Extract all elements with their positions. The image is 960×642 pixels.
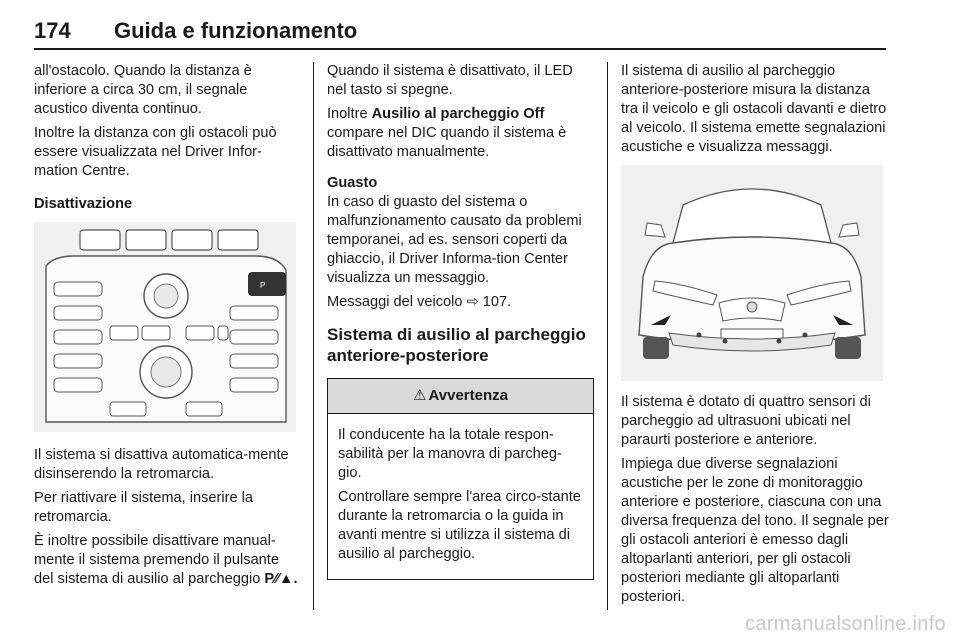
paragraph-four-sensors: Il sistema è dotato di quattro sensori di parcheggio ad ultrasuoni ubicati nel paraurti posteriore e anteriore. [621, 394, 871, 448]
column-divider-1 [313, 62, 314, 610]
car-front-illustration [621, 165, 883, 381]
heading-disattivazione: Disattivazione [34, 196, 133, 212]
column-divider-2 [607, 62, 608, 610]
parking-assist-symbol: P⁄⁄▲. [264, 571, 298, 587]
warning-box [327, 378, 594, 580]
warning-body [328, 414, 593, 579]
chapter-title: Guida e funzionamento [114, 18, 358, 43]
paragraph-system-description: Il sistema di ausilio al parcheggio anteriore-posteriore misura la distanza tra il veicolo e gli ostacoli davanti e dietro al veicolo. Il sistema emette segnalazioni acustiche e visualizza messaggi. [621, 63, 887, 155]
paragraph-vehicle-messages: Messaggi del veicolo ⇨ 107. [327, 294, 512, 310]
console-panel-figure [34, 222, 296, 432]
column-2 [327, 62, 594, 580]
paragraph-dic-off [327, 105, 594, 162]
page-header [34, 18, 886, 52]
dic-off-suffix: compare nel DIC quando il sistema è disattivato manualmente. [327, 125, 567, 160]
header-rule [34, 48, 886, 50]
dic-off-message: Ausilio al parcheggio Off [371, 106, 545, 122]
paragraph-led-off: Quando il sistema è disattivato, il LED nel tasto si spegne. [327, 63, 573, 98]
heading-guasto: Guasto [327, 175, 378, 191]
warning-icon: ⚠ [413, 387, 427, 404]
warning-paragraph-check-surroundings: Controllare sempre l'area circo-stante durante la retromarcia o la guida in avanti mentre si utilizza il sistema di ausilio al parcheggio. [338, 489, 581, 562]
paragraph-acoustic-signals: Impiega due diverse segnalazioni acustiche per le zone di monitoraggio anteriore e posteriore, ciascuna con una diversa frequenza del tono. Il segnale per gli ostacoli anteriori è emesso dagli altoparlanti anteriori, per gli ostacoli posteriori mediante gli altoparlanti posteriori. [621, 456, 889, 605]
column-3 [621, 62, 889, 612]
svg-text:P: P [260, 281, 266, 290]
warning-paragraph-responsibility: Il conducente ha la totale respon-sabilità per la manovra di parcheg-gio. [338, 427, 562, 481]
paragraph-manual-disable [34, 532, 300, 589]
column-1 [34, 62, 300, 594]
warning-title [328, 379, 593, 414]
watermark: carmanualsonline.info [745, 613, 946, 635]
section-heading-front-rear: Sistema di ausilio al parcheggio anteriore-posteriore [327, 325, 586, 365]
paragraph-auto-disable: Il sistema si disattiva automatica-mente disinserendo la retromarcia. [34, 447, 289, 482]
warning-title-text: Avvertenza [428, 387, 508, 404]
paragraph-fault: In caso di guasto del sistema o malfunzionamento causato da problemi temporanei, ad es. sensori coperti da ghiaccio, il Driver Informa-tion Center visualizza un messaggio. [327, 194, 582, 286]
paragraph-reactivate: Per riattivare il sistema, inserire la retromarcia. [34, 490, 253, 525]
page-number: 174 [34, 18, 71, 43]
car-sensors-figure [621, 165, 883, 381]
console-panel-illustration [34, 222, 296, 432]
paragraph-obstacle-distance: all'ostacolo. Quando la distanza è inferiore a circa 30 cm, il segnale acustico diventa continuo. [34, 63, 252, 117]
paragraph-dic-display: Inoltre la distanza con gli ostacoli può essere visualizzata nel Driver Infor-mation Centre. [34, 125, 277, 179]
dic-off-prefix: Inoltre [327, 106, 372, 122]
manual-disable-text: È inoltre possibile disattivare manual-mente il sistema premendo il pulsante del sistema di ausilio al parcheggio [34, 533, 279, 587]
